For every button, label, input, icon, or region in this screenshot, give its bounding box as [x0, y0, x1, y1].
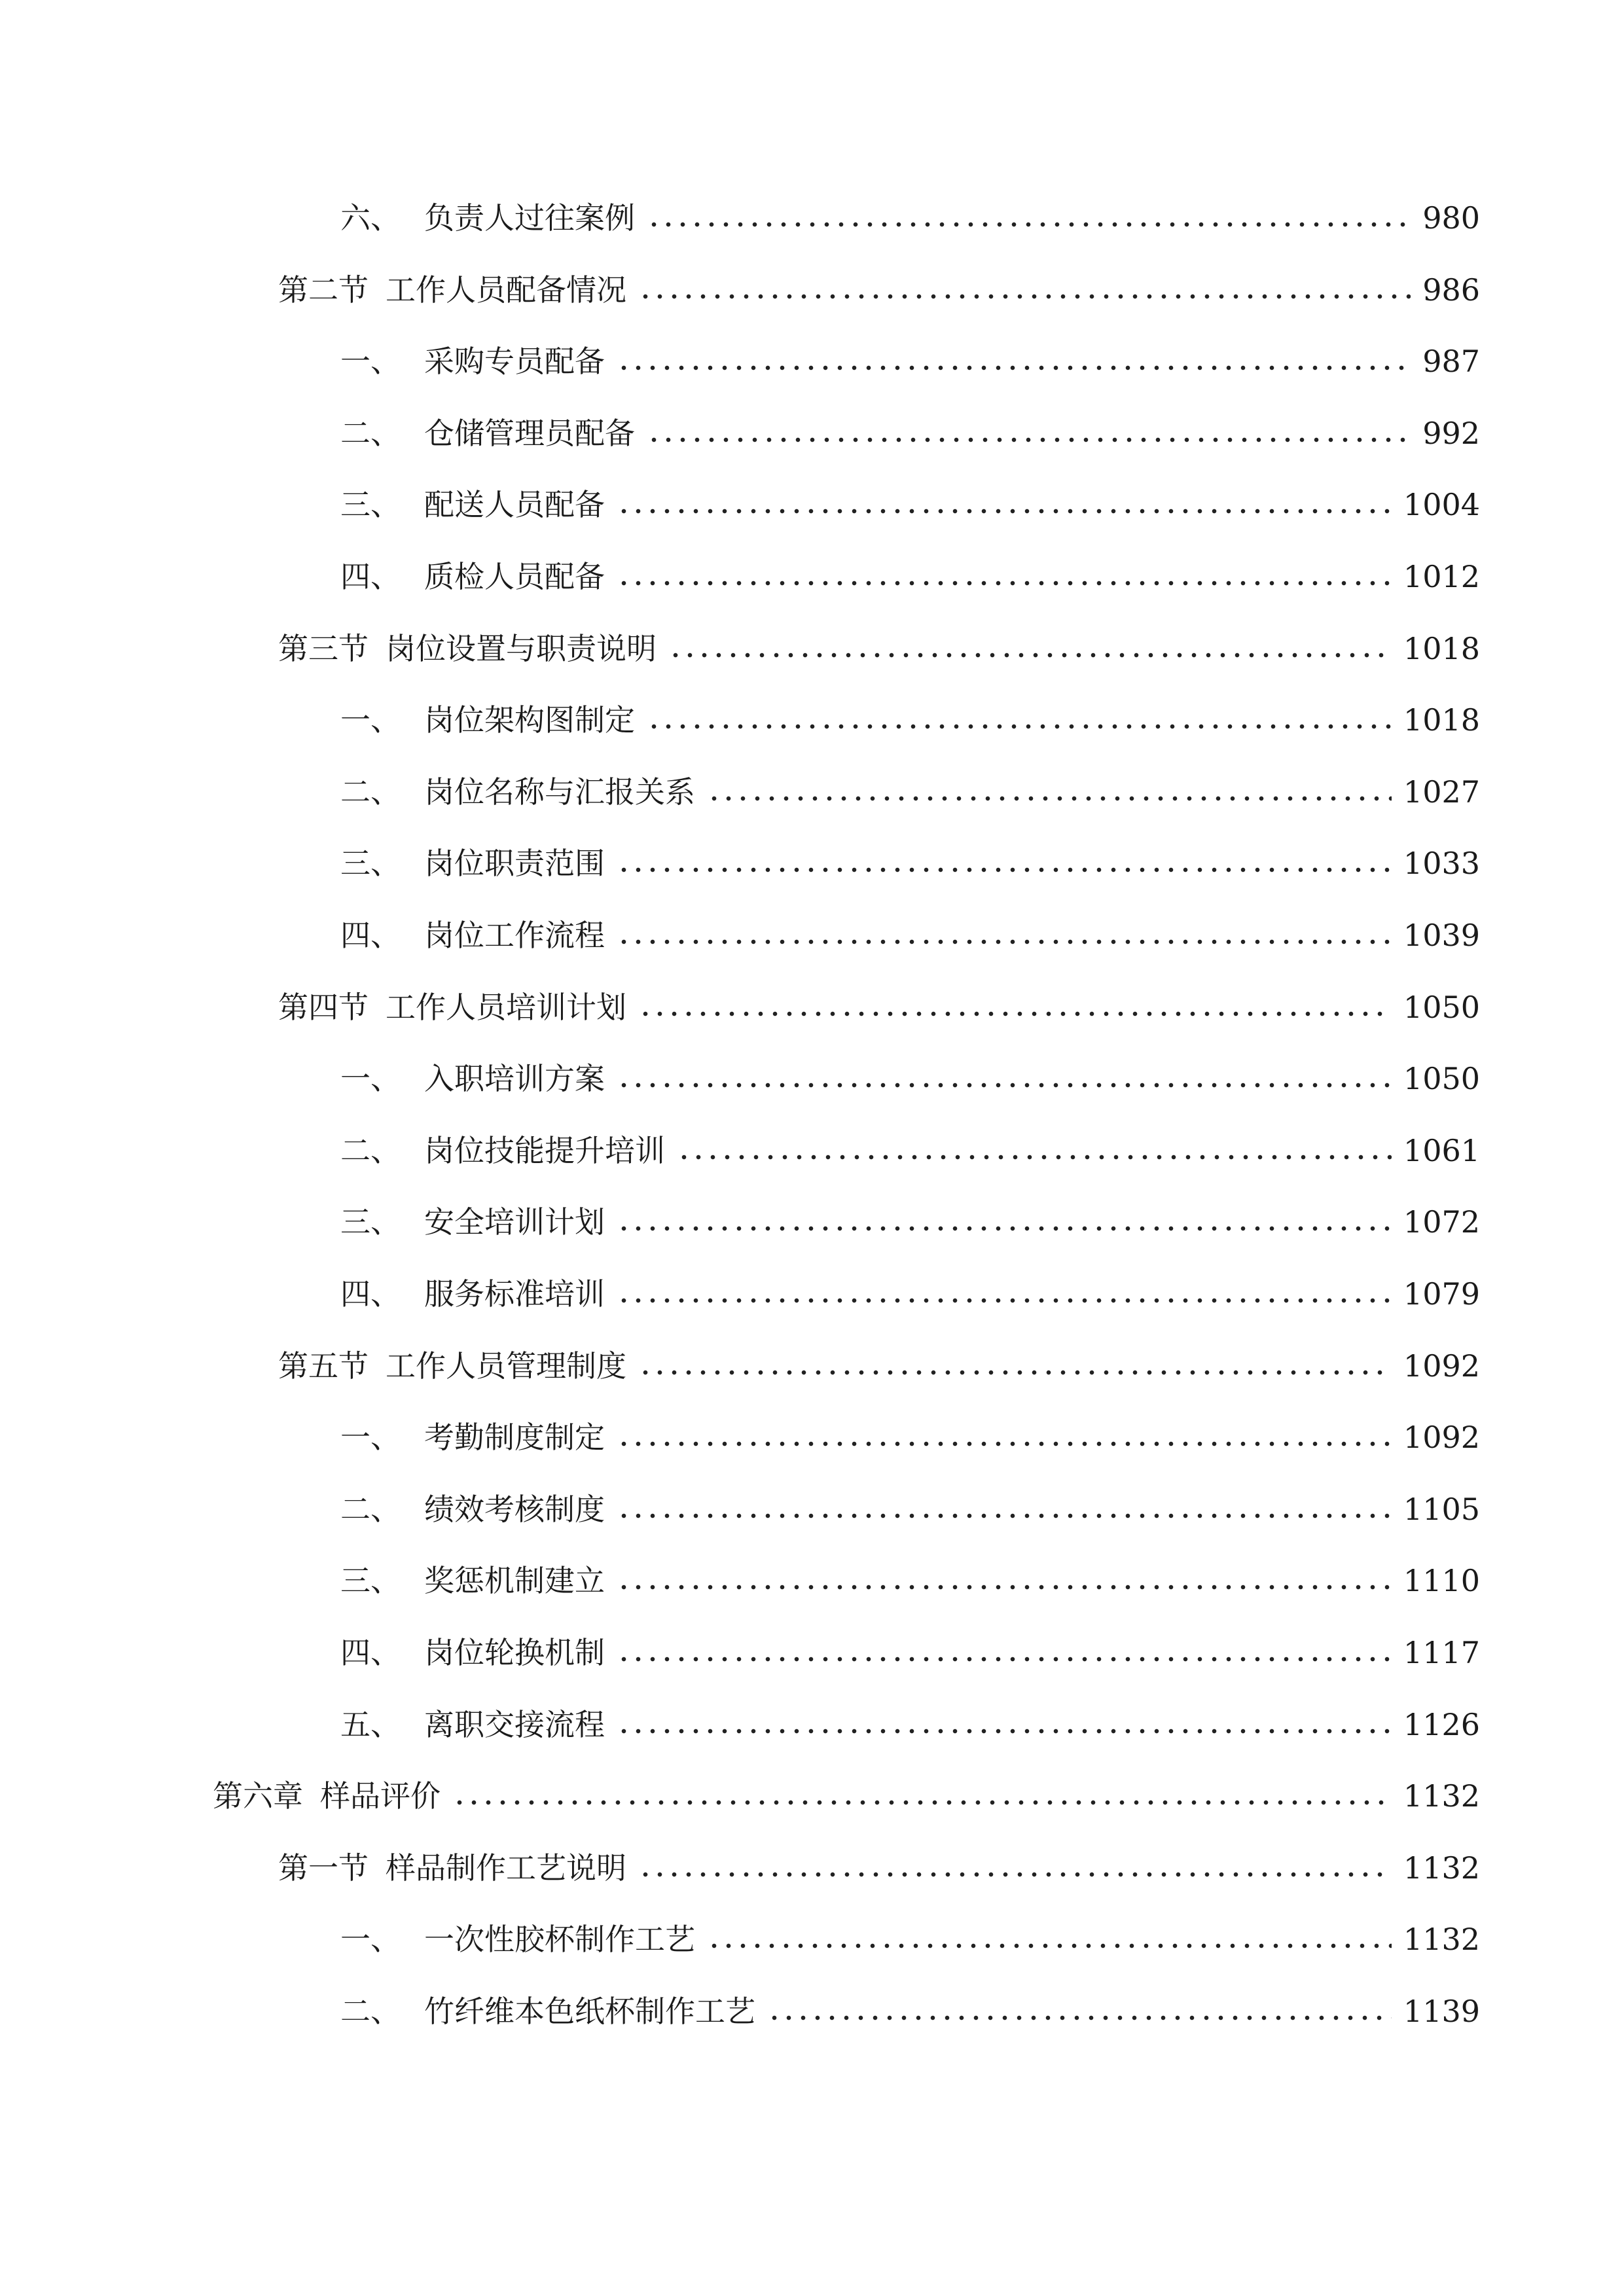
- dot-leader: [647, 437, 1411, 443]
- toc-entry-title: 岗位设置与职责说明: [386, 631, 657, 666]
- toc-entry-page-number: 1092: [1403, 1420, 1480, 1455]
- dot-leader: [638, 293, 1411, 300]
- toc-entry-number: 四、: [340, 918, 401, 953]
- toc-entry-title: 配送人员配备: [424, 487, 605, 522]
- toc-entry[interactable]: [340, 1483, 1480, 1535]
- dot-leader: [617, 1082, 1392, 1088]
- toc-entry-number: 一、: [340, 1420, 401, 1455]
- dot-leader: [617, 1656, 1392, 1662]
- dot-leader: [668, 652, 1392, 658]
- toc-entry-number: 六、: [340, 200, 401, 236]
- toc-entry-page-number: 992: [1422, 416, 1480, 451]
- toc-entry-title: 岗位技能提升培训: [424, 1133, 665, 1168]
- toc-entry[interactable]: [340, 1411, 1480, 1463]
- dot-leader: [617, 1513, 1392, 1519]
- toc-entry[interactable]: [340, 909, 1480, 961]
- toc-entry-page-number: 1018: [1403, 702, 1480, 738]
- toc-entry[interactable]: [278, 981, 1480, 1033]
- toc-entry-title: 负责人过往案例: [424, 200, 635, 236]
- toc-entry[interactable]: [278, 622, 1480, 675]
- toc-entry-title: 离职交接流程: [424, 1707, 605, 1742]
- toc-entry-title: 岗位名称与汇报关系: [424, 774, 695, 810]
- toc-entry[interactable]: [278, 264, 1480, 316]
- toc-entry[interactable]: [278, 1340, 1480, 1392]
- dot-leader: [617, 867, 1392, 873]
- toc-entry-number: 四、: [340, 1635, 401, 1670]
- toc-entry-title: 考勤制度制定: [424, 1420, 605, 1455]
- toc-entry-number: 三、: [340, 846, 401, 881]
- toc-entry[interactable]: [340, 837, 1480, 889]
- dot-leader: [617, 580, 1392, 586]
- toc-entry[interactable]: [340, 1196, 1480, 1248]
- toc-entry[interactable]: [340, 1124, 1480, 1177]
- toc-entry-title: 岗位架构图制定: [424, 702, 635, 738]
- dot-leader: [638, 1011, 1392, 1017]
- toc-entry-page-number: 987: [1422, 344, 1480, 379]
- toc-entry-number: 二、: [340, 774, 401, 810]
- toc-entry-title: 质检人员配备: [424, 559, 605, 594]
- toc-entry[interactable]: [340, 1985, 1480, 2037]
- toc-entry-page-number: 1018: [1403, 631, 1480, 666]
- toc-entry-title: 采购专员配备: [424, 344, 605, 379]
- dot-leader: [617, 508, 1392, 514]
- dot-leader: [638, 1369, 1392, 1376]
- toc-entry-title: 安全培训计划: [424, 1204, 605, 1240]
- toc-entry-title: 样品评价: [320, 1778, 441, 1814]
- toc-entry-title: 岗位工作流程: [424, 918, 605, 953]
- dot-leader: [707, 1943, 1392, 1949]
- toc-entry-title: 入职培训方案: [424, 1061, 605, 1096]
- toc-entry-number: 第五节: [278, 1348, 369, 1384]
- dot-leader: [617, 1297, 1392, 1304]
- toc-entry-page-number: 1033: [1403, 846, 1480, 881]
- toc-entry[interactable]: [213, 1770, 1480, 1822]
- toc-entry-page-number: 1039: [1403, 918, 1480, 953]
- toc-entry-page-number: 1132: [1403, 1850, 1480, 1886]
- toc-entry-title: 仓储管理员配备: [424, 416, 635, 451]
- toc-entry-page-number: 1132: [1403, 1922, 1480, 1957]
- dot-leader: [638, 1871, 1392, 1878]
- toc-entry-title: 岗位职责范围: [424, 846, 605, 881]
- toc-entry[interactable]: [340, 550, 1480, 603]
- toc-entry-page-number: 1050: [1403, 1061, 1480, 1096]
- toc-entry-title: 服务标准培训: [424, 1276, 605, 1312]
- toc-entry-number: 二、: [340, 1133, 401, 1168]
- toc-entry-number: 三、: [340, 487, 401, 522]
- toc-entry-number: 一、: [340, 702, 401, 738]
- toc-entry[interactable]: [340, 1554, 1480, 1607]
- toc-entry-page-number: 1139: [1403, 1994, 1480, 2029]
- toc-entry-number: 第六章: [213, 1778, 303, 1814]
- dot-leader: [617, 1584, 1392, 1590]
- toc-entry-title: 工作人员管理制度: [386, 1348, 626, 1384]
- toc-entry-page-number: 1117: [1403, 1635, 1480, 1670]
- toc-entry-page-number: 1061: [1403, 1133, 1480, 1168]
- toc-entry-title: 竹纤维本色纸杯制作工艺: [424, 1994, 755, 2029]
- dot-leader: [647, 221, 1411, 228]
- toc-entry[interactable]: [340, 1626, 1480, 1679]
- toc-entry-title: 奖惩机制建立: [424, 1563, 605, 1598]
- toc-entry-number: 二、: [340, 1492, 401, 1527]
- dot-leader: [767, 2015, 1392, 2021]
- toc-entry-page-number: 1012: [1403, 559, 1480, 594]
- toc-entry-page-number: 1079: [1403, 1276, 1480, 1312]
- toc-entry-page-number: 1072: [1403, 1204, 1480, 1240]
- toc-entry-number: 第一节: [278, 1850, 369, 1886]
- toc-entry[interactable]: [278, 1842, 1480, 1894]
- toc-entry[interactable]: [340, 407, 1480, 459]
- toc-entry-page-number: 1004: [1403, 487, 1480, 522]
- toc-entry[interactable]: [340, 335, 1480, 387]
- toc-entry-number: 五、: [340, 1707, 401, 1742]
- dot-leader: [617, 365, 1411, 371]
- toc-entry-number: 一、: [340, 1061, 401, 1096]
- dot-leader: [707, 795, 1392, 802]
- toc-entry-number: 二、: [340, 1994, 401, 2029]
- toc-entry[interactable]: [340, 1052, 1480, 1105]
- toc-entry-number: 第二节: [278, 272, 369, 308]
- toc-entry-page-number: 986: [1422, 272, 1480, 308]
- toc-entry-page-number: 980: [1422, 200, 1480, 236]
- dot-leader: [452, 1799, 1392, 1806]
- toc-entry-page-number: 1110: [1403, 1563, 1480, 1598]
- toc-entry-number: 二、: [340, 416, 401, 451]
- toc-entry-page-number: 1105: [1403, 1492, 1480, 1527]
- toc-entry-title: 样品制作工艺说明: [386, 1850, 626, 1886]
- toc-entry[interactable]: [340, 1913, 1480, 1965]
- toc-entry[interactable]: [340, 192, 1480, 244]
- toc-entry-title: 工作人员培训计划: [386, 990, 626, 1025]
- toc-entry[interactable]: [340, 478, 1480, 531]
- dot-leader: [617, 1225, 1392, 1232]
- dot-leader: [617, 939, 1392, 945]
- toc-entry-title: 工作人员配备情况: [386, 272, 626, 308]
- toc-entry[interactable]: [340, 766, 1480, 818]
- dot-leader: [647, 723, 1392, 730]
- toc-entry[interactable]: [340, 694, 1480, 746]
- toc-entry-number: 四、: [340, 559, 401, 594]
- dot-leader: [617, 1441, 1392, 1447]
- toc-entry-number: 第四节: [278, 990, 369, 1025]
- toc-entry-page-number: 1092: [1403, 1348, 1480, 1384]
- toc-entry-title: 一次性胶杯制作工艺: [424, 1922, 695, 1957]
- toc-entry-page-number: 1027: [1403, 774, 1480, 810]
- toc-entry-number: 一、: [340, 1922, 401, 1957]
- toc-entry-number: 三、: [340, 1563, 401, 1598]
- toc-entry-number: 第三节: [278, 631, 369, 666]
- toc-entry-page-number: 1132: [1403, 1778, 1480, 1814]
- toc-entry-title: 岗位轮换机制: [424, 1635, 605, 1670]
- dot-leader: [617, 1728, 1392, 1734]
- toc-entry-page-number: 1050: [1403, 990, 1480, 1025]
- toc-entry-title: 绩效考核制度: [424, 1492, 605, 1527]
- toc-entry-number: 四、: [340, 1276, 401, 1312]
- toc-entry[interactable]: [340, 1268, 1480, 1320]
- toc-entry-page-number: 1126: [1403, 1707, 1480, 1742]
- toc-entry-number: 一、: [340, 344, 401, 379]
- toc-entry[interactable]: [340, 1698, 1480, 1751]
- dot-leader: [677, 1154, 1392, 1160]
- toc-entry-number: 三、: [340, 1204, 401, 1240]
